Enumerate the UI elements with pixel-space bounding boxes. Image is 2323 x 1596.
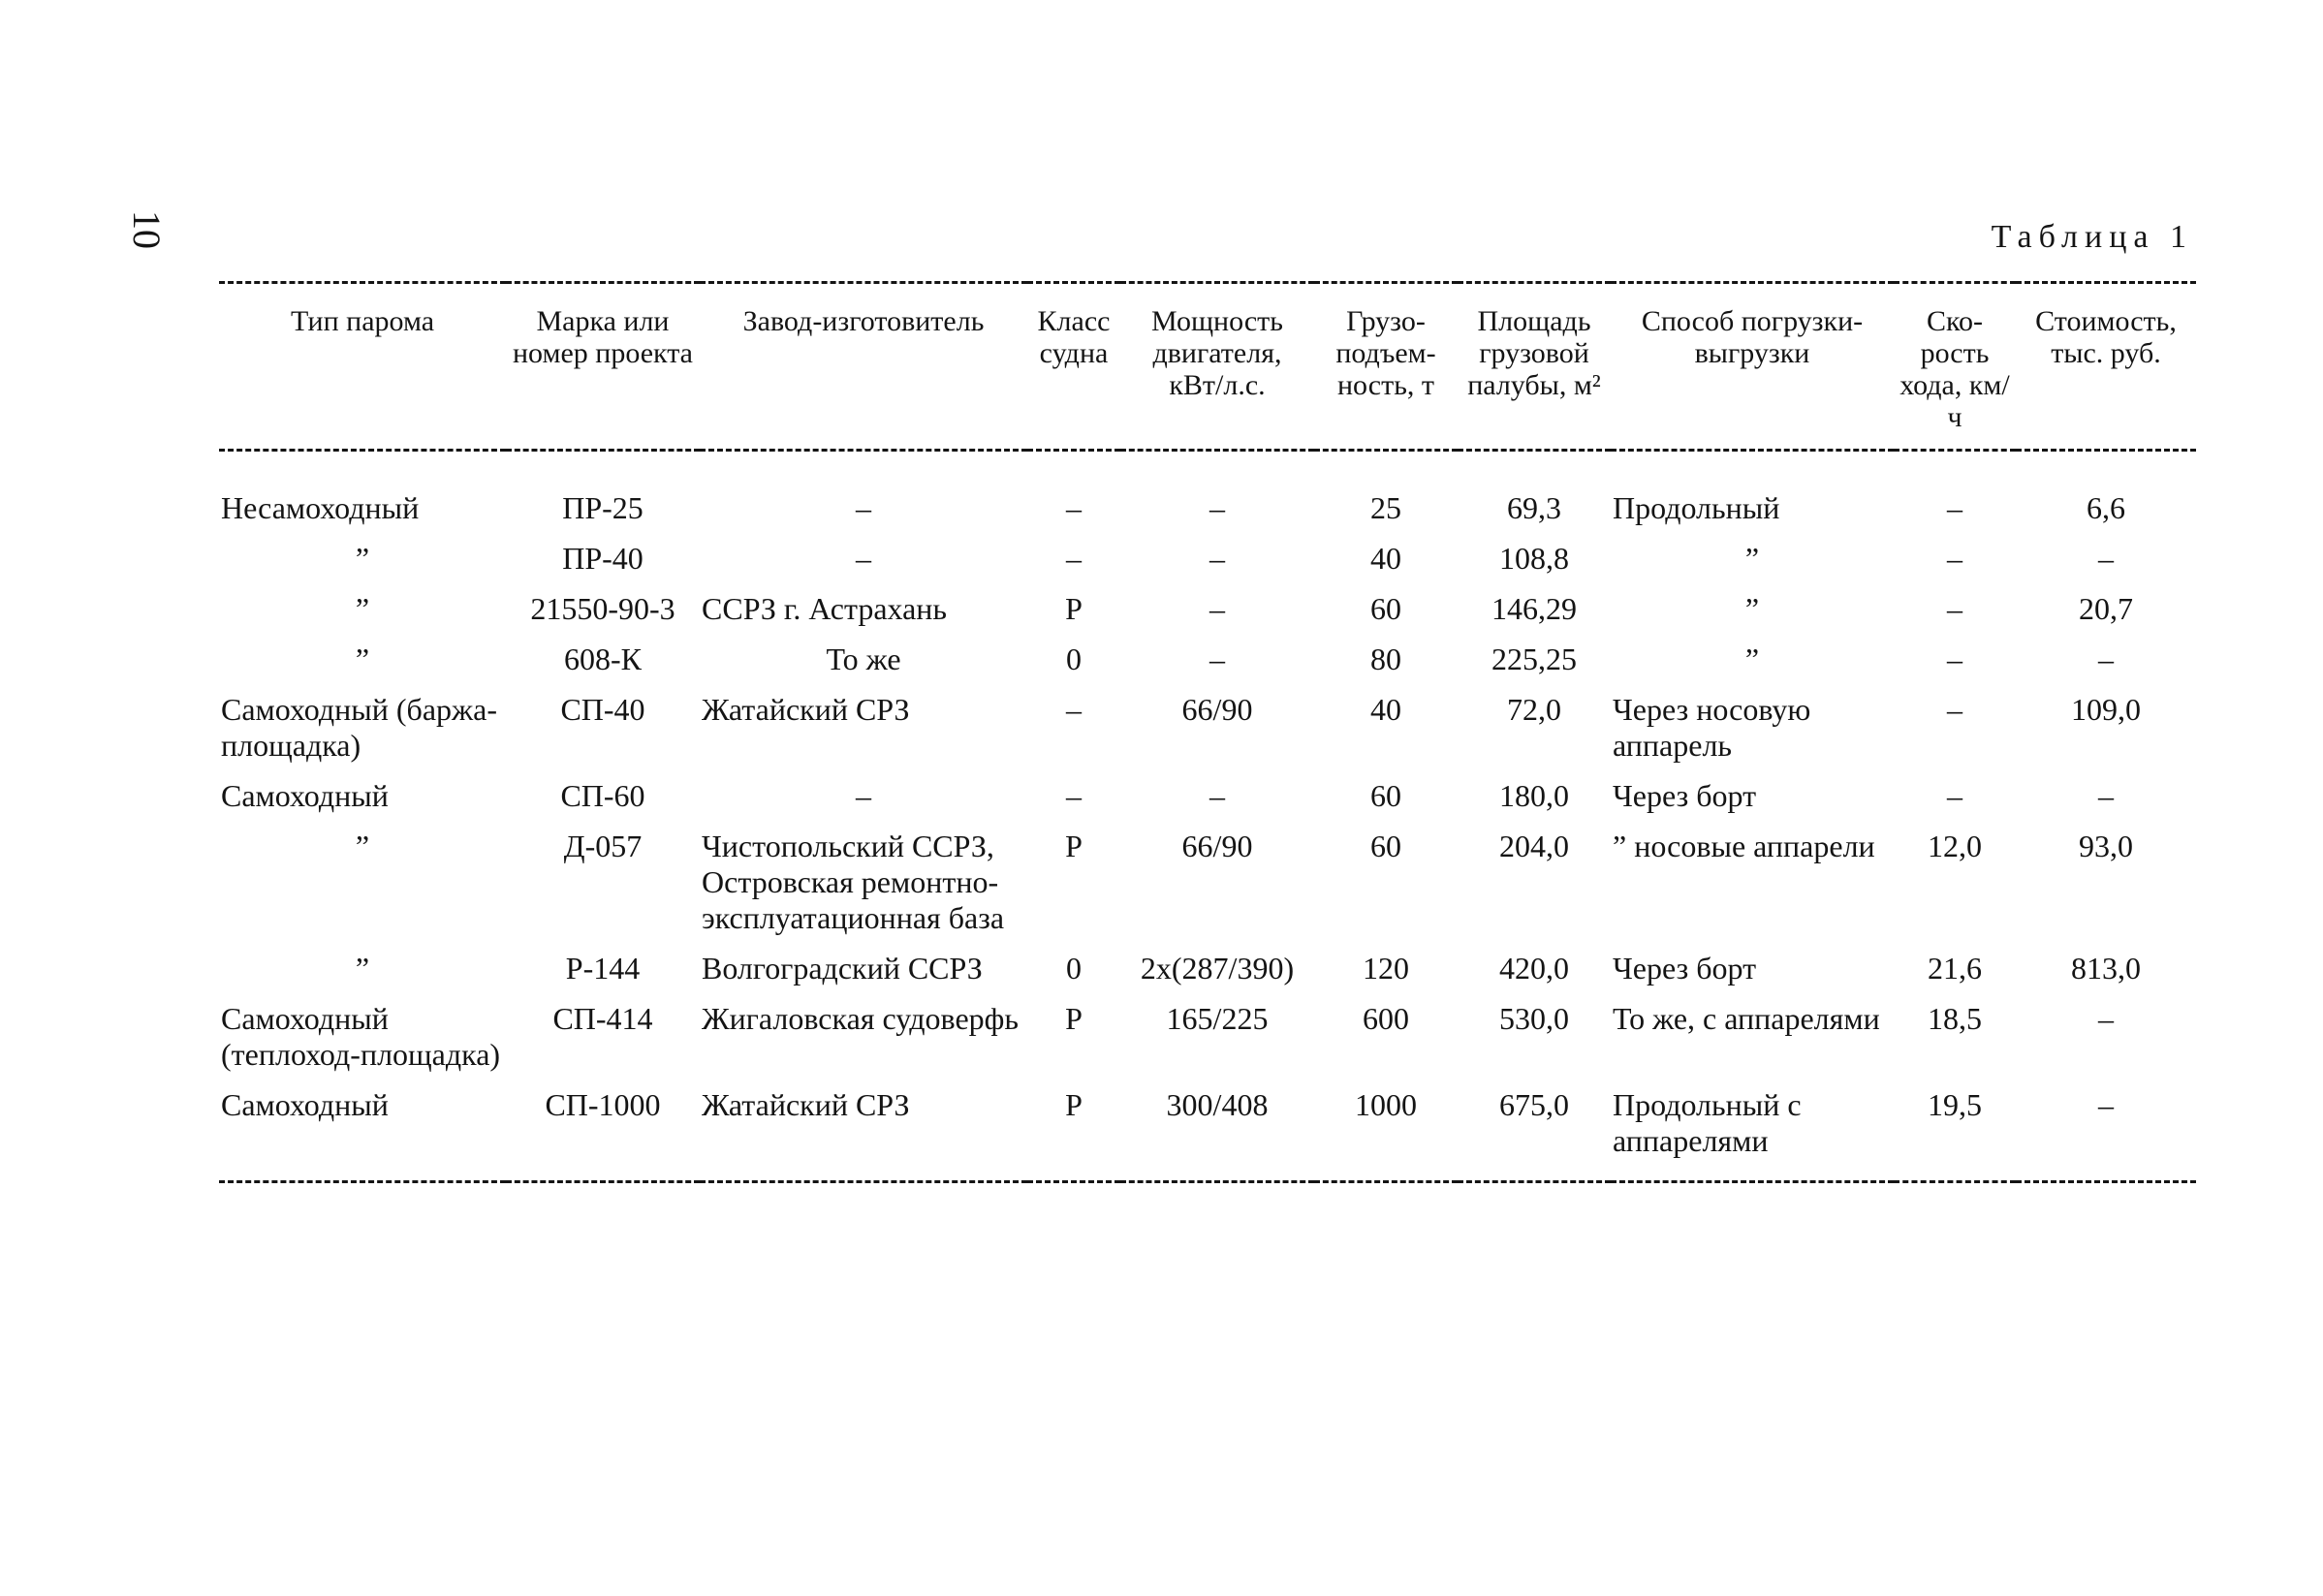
cell-deck-area: 69,3 (1507, 490, 1561, 525)
cell-project: ПР-25 (562, 490, 644, 525)
cell-project: СП-40 (560, 692, 645, 727)
cell-loading-method: Через носовую аппарель (1613, 692, 1811, 763)
cell-capacity: 25 (1370, 490, 1401, 525)
cell-power: 66/90 (1181, 829, 1253, 863)
table-row (219, 642, 2196, 692)
cell-ferry-type: Самоходный (теплоход-площадка) (221, 1001, 501, 1072)
cell-manufacturer: То же (826, 642, 901, 676)
table-row (219, 1087, 2196, 1182)
table-row (219, 778, 2196, 829)
header-cell-loading-method: Способ погрузки-выгрузки (1611, 283, 1894, 451)
cell-class: – (1066, 541, 1082, 576)
cell-speed: – (1947, 541, 1962, 576)
cell-project: 608-К (564, 642, 642, 676)
cell-project: СП-1000 (506, 1087, 700, 1182)
cell-class: Р (1065, 829, 1083, 863)
cell-capacity: 60 (1370, 829, 1401, 863)
cell-cost: 6,6 (2087, 490, 2125, 525)
cell-ferry-type: ” (355, 642, 370, 676)
cell-deck-area: 108,8 (1499, 541, 1569, 576)
table-row (219, 591, 2196, 642)
cell-cost: – (2098, 1001, 2114, 1036)
header-cell-manufacturer: Завод-изготовитель (700, 283, 1027, 451)
cell-cost: 20,7 (2079, 591, 2133, 626)
table-row (219, 541, 2196, 591)
cell-loading-method: То же, с аппарелями (1613, 1001, 1880, 1036)
cell-class: 0 (1066, 642, 1082, 676)
cell-loading-method: ” (1744, 591, 1760, 626)
cell-ferry-type: Несамоходный (221, 490, 420, 525)
cell-ferry-type: ” (355, 951, 370, 986)
ferry-table-container (219, 281, 2196, 1183)
cell-loading-method: Продольный (1613, 490, 1780, 525)
cell-power: 165/225 (1166, 1001, 1269, 1036)
cell-loading-method: ” носовые аппарели (1613, 829, 1875, 863)
cell-cost: 109,0 (2071, 692, 2141, 727)
cell-power: – (1209, 642, 1225, 676)
cell-power: 66/90 (1181, 692, 1253, 727)
cell-class: – (1066, 692, 1082, 727)
cell-class: 0 (1066, 951, 1082, 986)
cell-manufacturer: Волгоградский ССРЗ (702, 951, 983, 986)
header-cell-deck-area: Площадь грузовой палубы, м² (1458, 283, 1611, 451)
cell-power: – (1209, 778, 1225, 813)
cell-loading-method: ” (1744, 541, 1760, 576)
cell-project: ПР-40 (562, 541, 644, 576)
cell-ferry-type: ” (355, 541, 370, 576)
cell-deck-area: 146,29 (1491, 591, 1577, 626)
cell-loading-method: Через борт (1613, 778, 1757, 813)
cell-class: Р (1065, 1001, 1083, 1036)
table-row (219, 829, 2196, 951)
cell-loading-method: ” (1744, 642, 1760, 676)
cell-speed: – (1947, 642, 1962, 676)
cell-deck-area: 420,0 (1499, 951, 1569, 986)
cell-cost: – (2098, 778, 2114, 813)
cell-project: СП-60 (560, 778, 645, 813)
header-cell-capacity: Грузо-подъем-ность, т (1314, 283, 1458, 451)
cell-cost: 93,0 (2079, 829, 2133, 863)
cell-speed: 18,5 (1928, 1001, 1982, 1036)
cell-project: СП-414 (552, 1001, 653, 1036)
cell-capacity: 1000 (1314, 1087, 1458, 1182)
header-cell-class: Класс судна (1027, 283, 1120, 451)
cell-deck-area: 204,0 (1499, 829, 1569, 863)
cell-manufacturer: – (856, 778, 871, 813)
ferry-table (219, 281, 2196, 1183)
table-header-row (219, 283, 2196, 451)
page-number: 10 (125, 210, 169, 249)
cell-speed: – (1947, 778, 1962, 813)
cell-manufacturer: Чистопольский ССРЗ, Островская ремонтно-эксплуатационная база (702, 829, 1005, 935)
table-row (219, 692, 2196, 778)
cell-ferry-type: Самоходный (221, 778, 389, 813)
header-cell-ferry-type: Тип парома (219, 283, 506, 451)
cell-project: Д-057 (563, 829, 643, 863)
cell-cost: 813,0 (2071, 951, 2141, 986)
cell-deck-area: 675,0 (1458, 1087, 1611, 1182)
cell-ferry-type: ” (355, 591, 370, 626)
cell-power: – (1209, 541, 1225, 576)
table-row (219, 1001, 2196, 1087)
cell-ferry-type: Самоходный (219, 1087, 506, 1182)
cell-class: Р (1027, 1087, 1120, 1182)
cell-power: 300/408 (1120, 1087, 1314, 1182)
cell-speed: – (1947, 490, 1962, 525)
cell-project: 21550-90-3 (530, 591, 675, 626)
cell-manufacturer: Жатайский СРЗ (700, 1087, 1027, 1182)
table-caption: Таблица 1 (1991, 219, 2193, 255)
cell-speed: – (1947, 591, 1962, 626)
cell-deck-area: 530,0 (1499, 1001, 1569, 1036)
cell-capacity: 60 (1370, 591, 1401, 626)
cell-class: Р (1065, 591, 1083, 626)
cell-project: Р-144 (565, 951, 641, 986)
cell-capacity: 40 (1370, 541, 1401, 576)
cell-capacity: 80 (1370, 642, 1401, 676)
header-cell-power: Мощность двигателя, кВт/л.с. (1120, 283, 1314, 451)
cell-manufacturer: – (856, 541, 871, 576)
table-row (219, 951, 2196, 1001)
cell-ferry-type: Самоходный (баржа-площадка) (221, 692, 497, 763)
cell-cost: – (2098, 642, 2114, 676)
cell-manufacturer: Жигаловская судоверфь (702, 1001, 1019, 1036)
cell-manufacturer: Жатайский СРЗ (702, 692, 910, 727)
cell-class: – (1066, 490, 1082, 525)
cell-speed: 19,5 (1894, 1087, 2016, 1182)
cell-class: – (1066, 778, 1082, 813)
cell-cost: – (2016, 1087, 2196, 1182)
cell-capacity: 600 (1363, 1001, 1409, 1036)
cell-loading-method: Продольный с аппарелями (1611, 1087, 1894, 1182)
cell-power: – (1209, 490, 1225, 525)
cell-manufacturer: ССРЗ г. Астрахань (702, 591, 948, 626)
cell-speed: 12,0 (1928, 829, 1982, 863)
cell-deck-area: 225,25 (1491, 642, 1577, 676)
cell-speed: – (1947, 692, 1962, 727)
cell-speed: 21,6 (1928, 951, 1982, 986)
cell-power: 2х(287/390) (1140, 951, 1295, 986)
header-cell-project: Марка или номер проекта (506, 283, 700, 451)
cell-power: – (1209, 591, 1225, 626)
cell-deck-area: 180,0 (1499, 778, 1569, 813)
cell-manufacturer: – (856, 490, 871, 525)
cell-deck-area: 72,0 (1507, 692, 1561, 727)
cell-capacity: 120 (1363, 951, 1409, 986)
cell-loading-method: Через борт (1613, 951, 1757, 986)
cell-ferry-type: ” (355, 829, 370, 863)
cell-capacity: 60 (1370, 778, 1401, 813)
cell-cost: – (2098, 541, 2114, 576)
table-row (219, 451, 2196, 542)
cell-capacity: 40 (1370, 692, 1401, 727)
header-cell-speed: Ско-рость хода, км/ч (1894, 283, 2016, 451)
header-cell-cost: Стоимость, тыс. руб. (2016, 283, 2196, 451)
